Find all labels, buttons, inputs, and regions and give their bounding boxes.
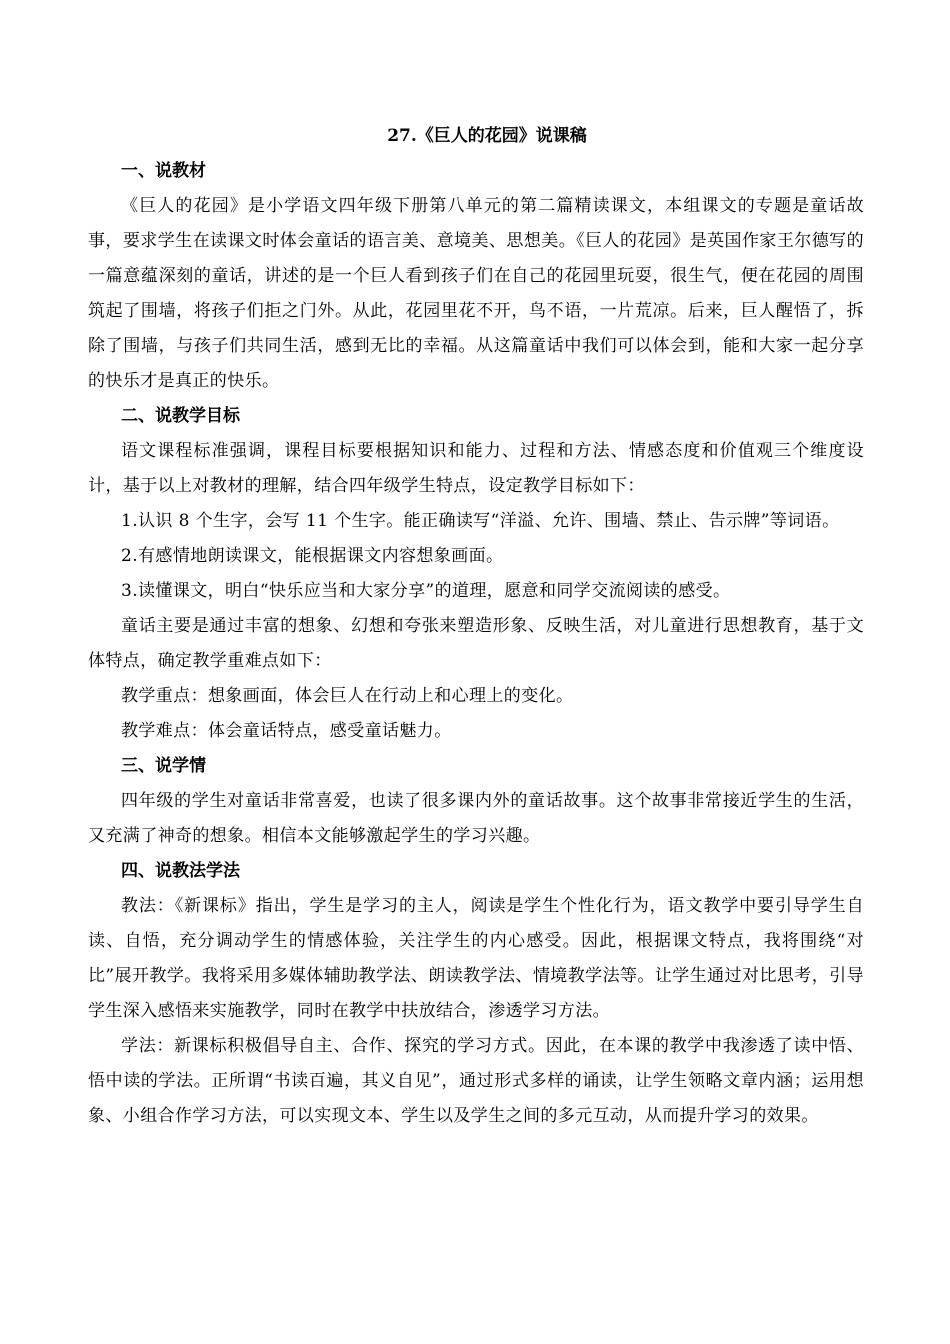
paragraph: 四年级的学生对童话非常喜爱，也读了很多课内外的童话故事。这个故事非常接近学生的生活，又充满了神奇的想象。相信本文能够激起学生的学习兴趣。: [88, 791, 864, 846]
section-student-analysis: [88, 749, 864, 854]
section-heading: 三、说学情: [121, 756, 206, 776]
paragraph: 童话主要是通过丰富的想象、幻想和夸张来塑造形象、反映生活，对儿童进行思想教育，基于文体特点，确定教学重难点如下：: [88, 616, 864, 671]
section-textbook: [88, 154, 864, 399]
key-point: 教学重点：想象画面，体会巨人在行动上和心理上的变化。: [121, 686, 574, 706]
goal-item: 1.认识 8 个生字，会写 11 个生字。能正确读写“洋溢、允许、围墙、禁止、告示牌”等词语。: [121, 511, 840, 531]
section-teaching-goals: [88, 399, 864, 749]
paragraph: 教法：《新课标》指出，学生是学习的主人，阅读是学生个性化行为，语文教学中要引导学生自读、自悟，充分调动学生的情感体验，关注学生的内心感受。因此，根据课文特点，我将围绕“对比”展开教学。我将采用多媒体辅助教学法、朗读教学法、情境教学法等。让学生通过对比思考，引导学生深入感悟来实施教学，同时在教学中扶放结合，渗透学习方法。: [88, 896, 864, 1021]
section-methods: [88, 854, 864, 1134]
section-heading: 四、说教法学法: [121, 861, 240, 881]
paragraph: 学法：新课标积极倡导自主、合作、探究的学习方式。因此，在本课的教学中我渗透了读中悟、悟中读的学法。正所谓“书读百遍，其义自见”，通过形式多样的诵读，让学生领略文章内涵；运用想象、小组合作学习方法，可以实现文本、学生以及学生之间的多元互动，从而提升学习的效果。: [88, 1036, 864, 1126]
document-page: [88, 118, 864, 1134]
section-heading: 二、说教学目标: [121, 406, 240, 426]
difficult-point: 教学难点：体会童话特点，感受童话魅力。: [121, 721, 452, 741]
paragraph: 语文课程标准强调，课程目标要根据知识和能力、过程和方法、情感态度和价值观三个维度设计，基于以上对教材的理解，结合四年级学生特点，设定教学目标如下：: [88, 441, 864, 496]
paragraph: 《巨人的花园》是小学语文四年级下册第八单元的第二篇精读课文，本组课文的专题是童话故事，要求学生在读课文时体会童话的语言美、意境美、思想美。《巨人的花园》是英国作家王尔德写的一篇意蕴深刻的童话，讲述的是一个巨人看到孩子们在自己的花园里玩耍，很生气，便在花园的周围筑起了围墙，将孩子们拒之门外。从此，花园里花不开，鸟不语，一片荒凉。后来，巨人醒悟了，拆除了围墙，与孩子们共同生活，感到无比的幸福。从这篇童话中我们可以体会到，能和大家一起分享的快乐才是真正的快乐。: [88, 196, 864, 391]
document-title: 27.《巨人的花园》说课稿: [387, 126, 587, 146]
goal-item: 2.有感情地朗读课文，能根据课文内容想象画面。: [121, 546, 504, 566]
goal-item: 3.读懂课文，明白“快乐应当和大家分享”的道理，愿意和同学交流阅读的感受。: [121, 581, 731, 601]
section-heading: 一、说教材: [121, 161, 206, 181]
